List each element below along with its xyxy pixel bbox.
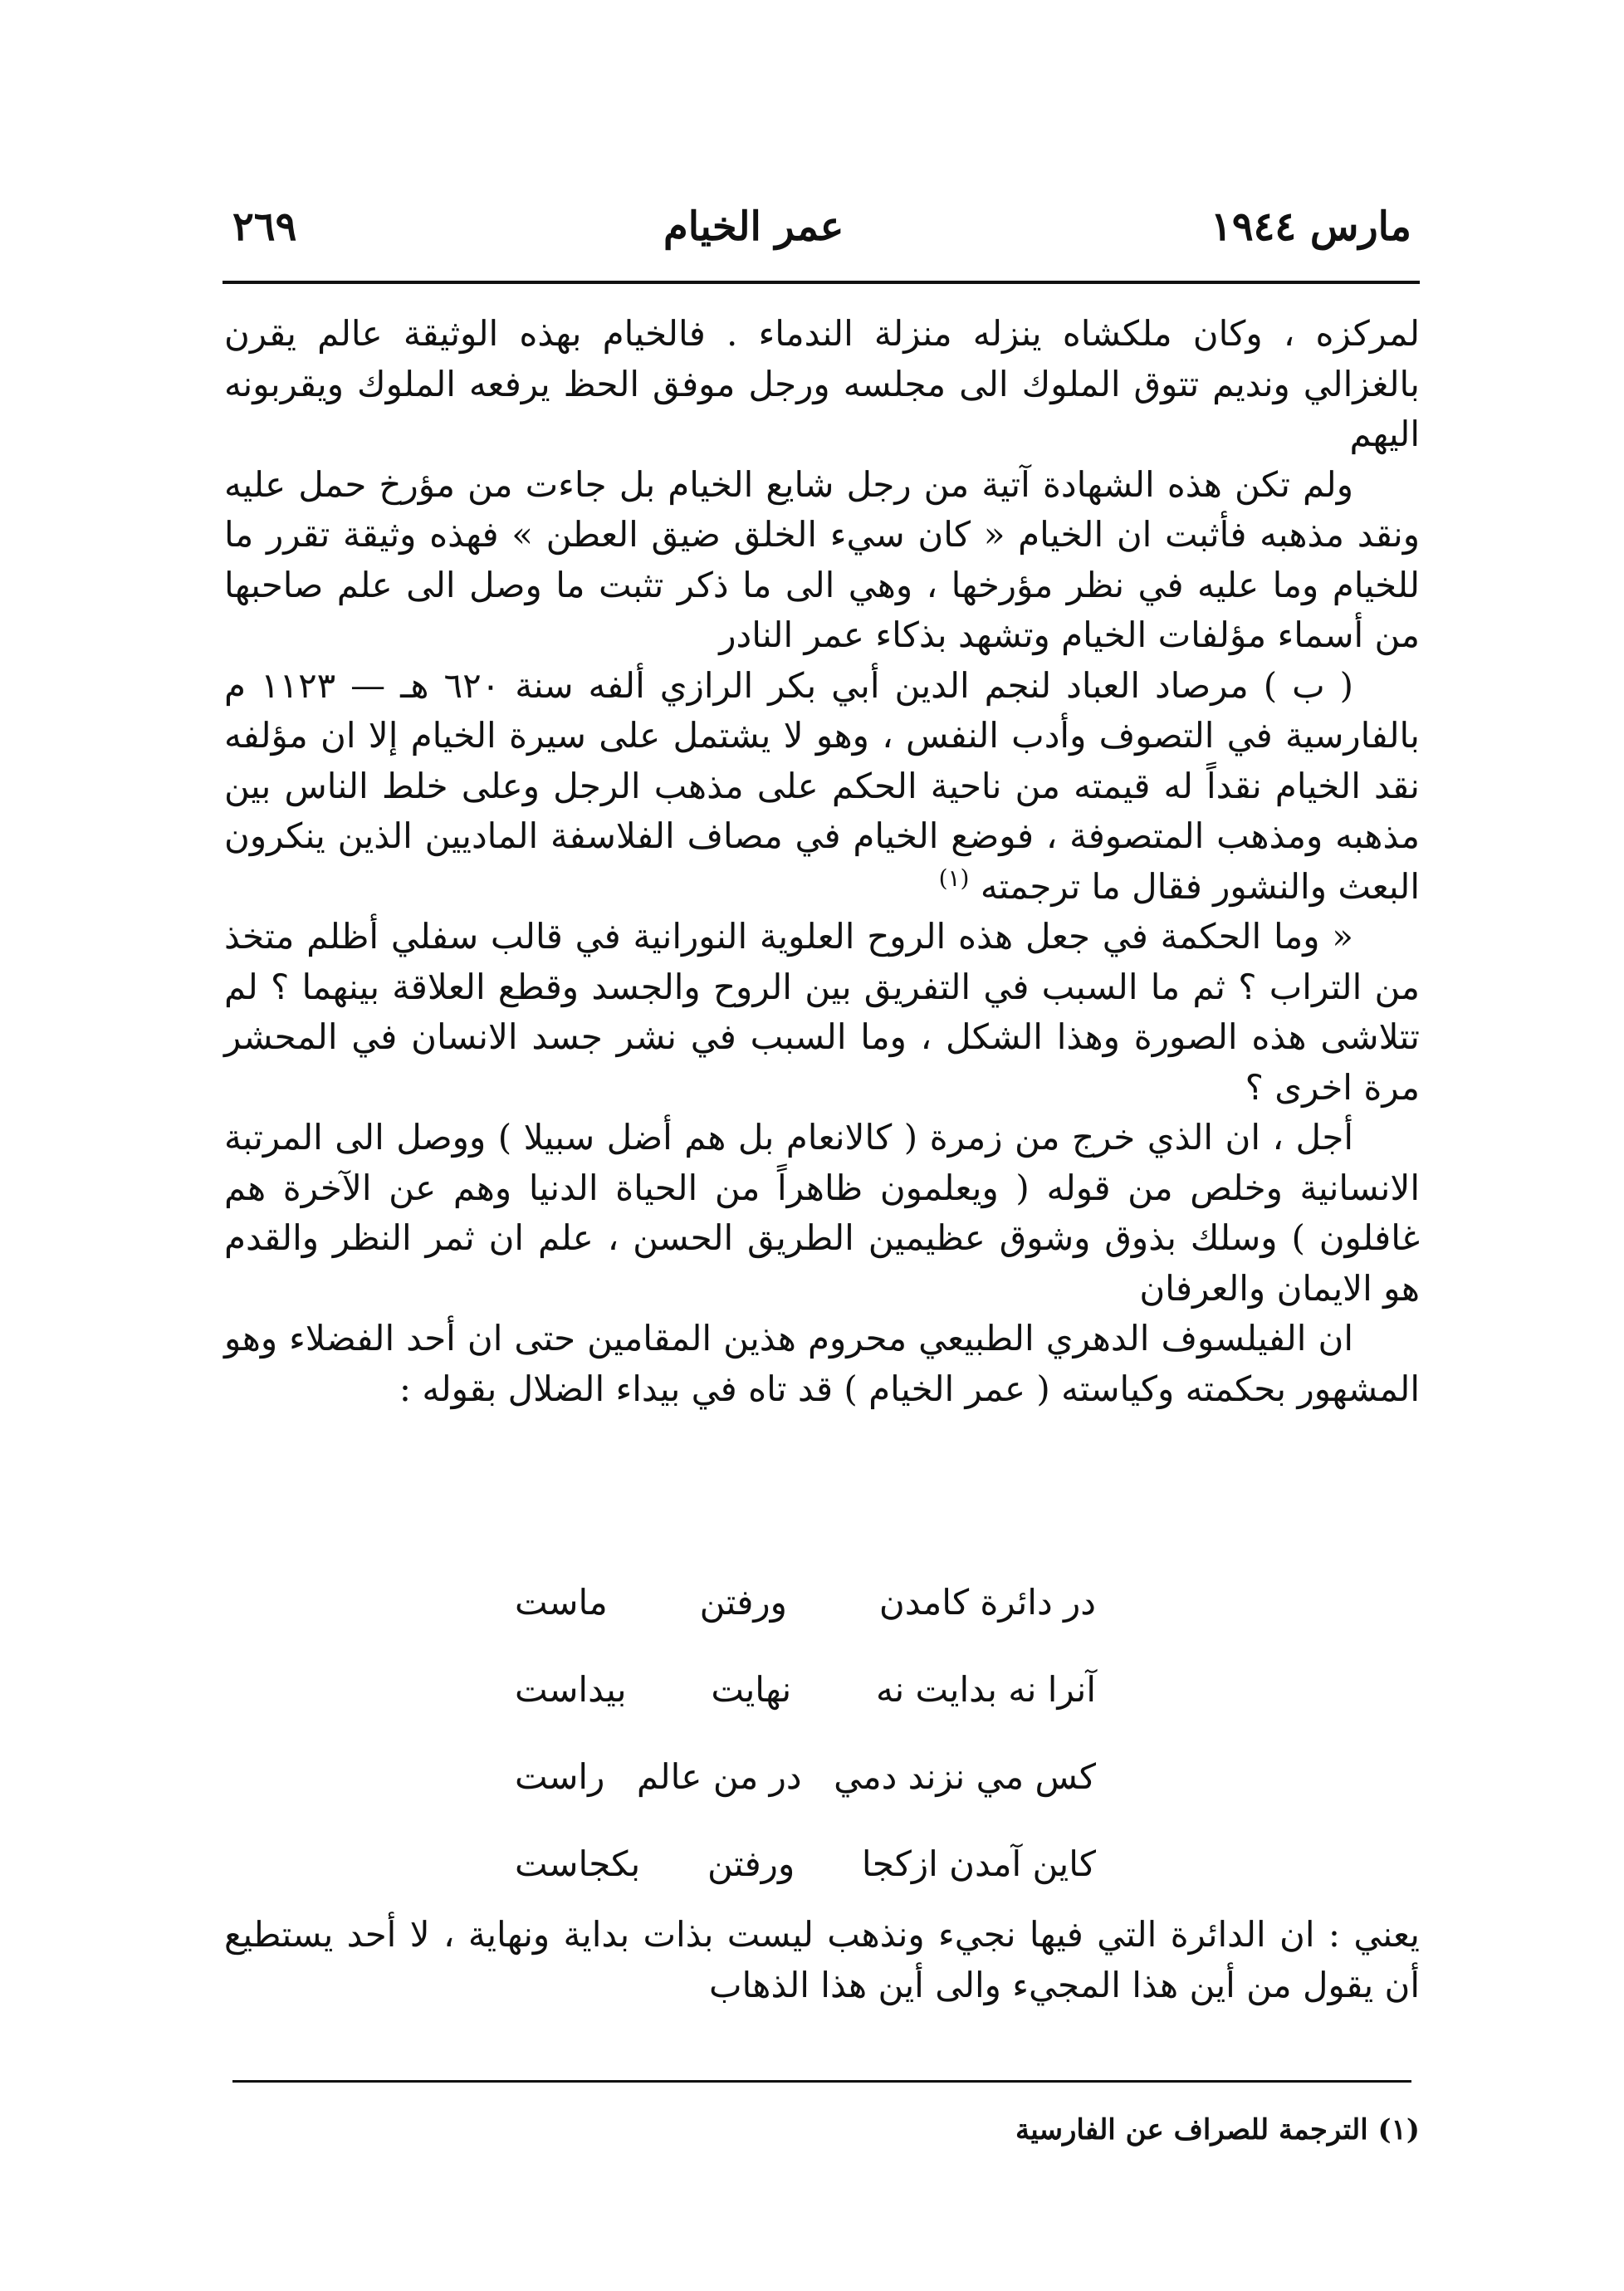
poem-line [515,1582,1096,1632]
poem-hemistich-mid: ورفتن [699,1582,787,1623]
poem-hemistich-mid: ورفتن [707,1843,795,1884]
closing-paragraph [224,1910,1420,2010]
paragraph-1: لمركزه ، وكان ملكشاه ينزله منزلة الندماء . فالخيام بهذه الوثيقة عالم يقرن بالغزالي ونديم تتوق الملوك الى مجلسه ورجل موفق الحظ يرفعه الملوك ويقربونه اليهم [224,313,1420,454]
poem-hemistich-mid: در من عالم [636,1756,802,1797]
paragraph-4: « وما الحكمة في جعل هذه الروح العلوية النورانية في قالب سفلي أظلم متخذ من التراب ؟ ثم ما السبب في التفريق بين الروح والجسد وقطع العلاقة بينهما ؟ لم تتلاشى هذه الصورة وهذا الشكل ، وما السبب في نشر جسد الانسان في المحشر مرة اخرى ؟ [224,916,1420,1108]
poem-hemistich-left: ماست [515,1582,608,1623]
persian-quatrain [515,1582,1096,1931]
page-number: ٢٦٩ [232,203,297,250]
poem-hemistich-left: راست [515,1756,605,1797]
running-title: عمر الخيام [663,203,844,250]
poem-line [515,1756,1096,1806]
poem-hemistich-right: كس مي نزند دمي [834,1756,1096,1797]
poem-hemistich-mid: نهايت [711,1669,792,1710]
poem-hemistich-right: آنرا نه بدايت نه [875,1669,1096,1710]
poem-line [515,1843,1096,1893]
paragraph-2: ولم تكن هذه الشهادة آتية من رجل شايع الخيام بل جاءت من مؤرخ حمل عليه ونقد مذهبه فأثبت ان الخيام « كان سيء الخلق ضيق العطن » فهذه وثيقة تقرر ما للخيام وما عليه في نظر مؤرخها ، وهي الى ما ذكر تثبت ما وصل الى علم صاحبها من أسماء مؤلفات الخيام وتشهد بذكاء عمر النادر [224,463,1421,655]
poem-hemistich-right: در دائرة كامدن [878,1582,1096,1623]
header-rule [223,281,1420,284]
poem-hemistich-left: بكجاست [515,1843,641,1884]
page-date: مارس ١٩٤٤ [1211,203,1411,250]
closing-text: يعني : ان الدائرة التي فيها نجيء ونذهب ليست بذات بداية ونهاية ، لا أحد يستطيع أن يقول من أين هذا المجيء والى أين هذا الذهاب [224,1914,1420,2005]
paragraph-5: أجل ، ان الذي خرج من زمرة ( كالانعام بل هم أضل سبيلا ) ووصل الى المرتبة الانسانية وخلص من قوله ( ويعلمون ظاهراً من الحياة الدنيا وهم عن الآخرة هم غافلون ) وسلك بذوق وشوق عظيمين الطريق الحسن ، علم ان ثمر النظر والقدم هو الايمان والعرفان [224,1117,1420,1309]
footnote: (١) الترجمة للصراف عن الفارسية [1015,2113,1420,2147]
footnote-marker: (١) [938,864,970,892]
page-header [232,198,1411,256]
body-text [224,309,1420,1414]
poem-hemistich-right: كاين آمدن ازكجا [861,1843,1096,1884]
poem-hemistich-left: بيداست [515,1669,627,1710]
paragraph-3-text: ( ب ) مرصاد العباد لنجم الدين أبي بكر الرازي ألفه سنة ٦٢٠ هـ — ١١٢٣ م بالفارسية في التصوف وأدب النفس ، وهو لا يشتمل على سيرة الخيام إلا ان مؤلفه نقد الخيام نقداً له قيمته من ناحية الحكم على مذهب الرجل وعلى خلط الناس بين مذهبه ومذهب المتصوفة ، فوضع الخيام في مصاف الفلاسفة الماديين الذين ينكرون البعث والنشور فقال ما ترجمته [224,664,1420,907]
poem-line [515,1669,1096,1719]
footnote-rule [232,2080,1411,2083]
paragraph-3 [224,661,1420,913]
paragraph-6: ان الفيلسوف الدهري الطبيعي محروم هذين المقامين حتى ان أحد الفضلاء وهو المشهور بحكمته وكياسته ( عمر الخيام ) قد تاه في بيداء الضلال بقوله : [224,1318,1420,1409]
